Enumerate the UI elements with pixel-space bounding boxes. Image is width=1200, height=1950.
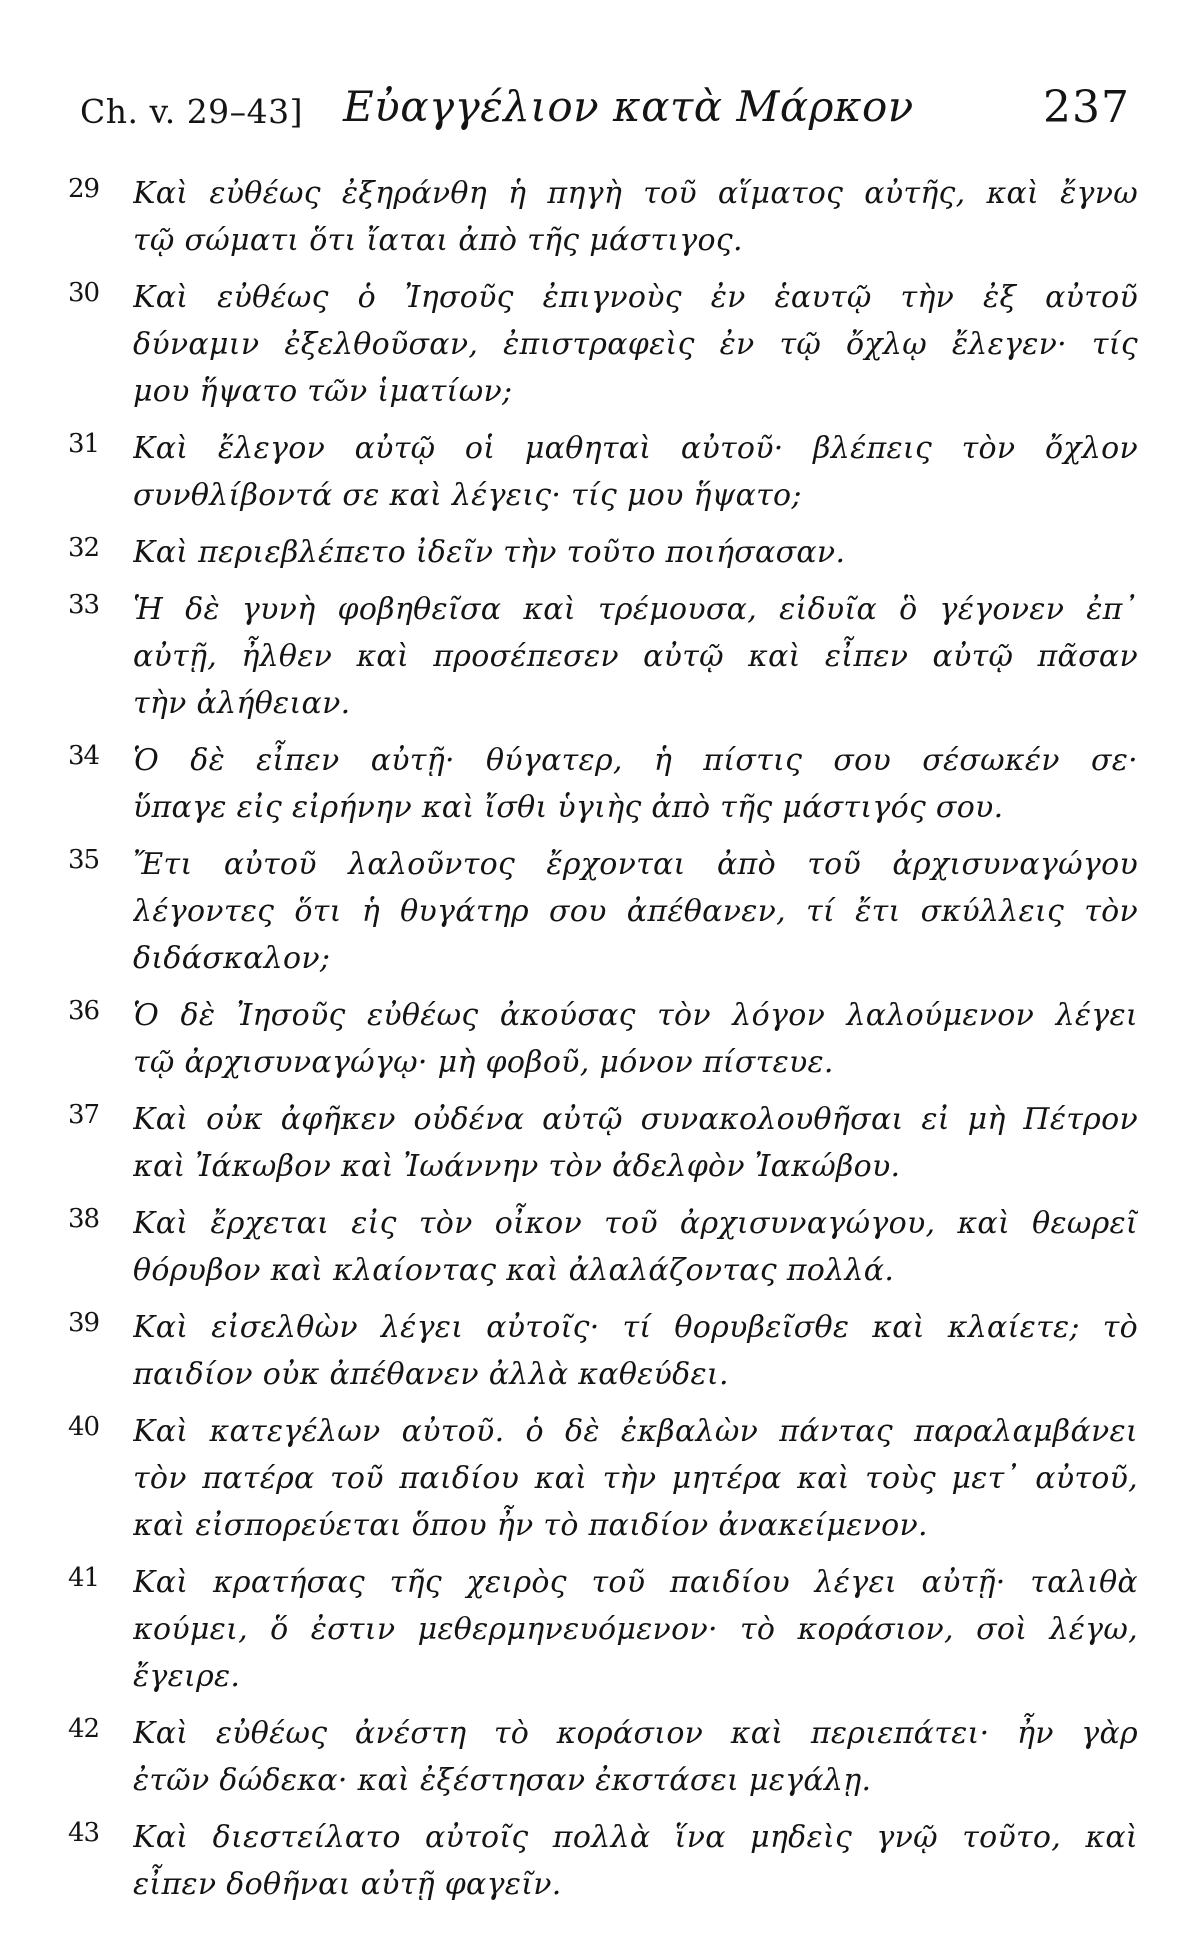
verse xyxy=(68,992,1138,1086)
verse-line: Καὶ εἰσελθὼν λέγει αὐτοῖς· τί θορυβεῖσθε καὶ κλαίετε; τὸ xyxy=(133,1310,1138,1345)
verse-line: ἔγειρε. xyxy=(133,1659,241,1694)
verse xyxy=(68,1408,1138,1549)
verse-line: Καὶ κατεγέλων αὐτοῦ. ὁ δὲ ἐκβαλὼν πάντας παραλαμβάνει xyxy=(133,1414,1138,1449)
verse-line: ὕπαγε εἰς εἰρήνην καὶ ἴσθι ὑγιὴς ἀπὸ τῆς μάστιγός σου. xyxy=(133,790,1004,825)
verse xyxy=(68,170,1138,264)
verse xyxy=(68,1200,1138,1294)
verse-line: λέγοντες ὅτι ἡ θυγάτηρ σου ἀπέθανεν, τί ἔτι σκύλλεις τὸν xyxy=(133,894,1138,929)
verse-line: Ὁ δὲ Ἰησοῦς εὐθέως ἀκούσας τὸν λόγον λαλούμενον λέγει xyxy=(133,998,1138,1033)
verse-line: Ἡ δὲ γυνὴ φοβηθεῖσα καὶ τρέμουσα, εἰδυῖα ὃ γέγονεν ἐπ᾽ xyxy=(133,592,1138,627)
verse-line: δύναμιν ἐξελθοῦσαν, ἐπιστραφεὶς ἐν τῷ ὄχλῳ ἔλεγεν· τίς xyxy=(133,327,1138,362)
verse-number: 32 xyxy=(68,533,100,563)
verse-number: 39 xyxy=(68,1308,100,1338)
verse xyxy=(68,425,1138,519)
verse-number: 43 xyxy=(68,1818,100,1848)
verse xyxy=(68,529,1138,576)
verse-line: τῷ ἀρχισυναγώγῳ· μὴ φοβοῦ, μόνον πίστευε. xyxy=(133,1045,834,1080)
page-title: Εὐαγγέλιον κατὰ Μάρκον xyxy=(343,82,914,131)
verse xyxy=(68,1710,1138,1804)
verse-line: Ὁ δὲ εἶπεν αὐτῇ· θύγατερ, ἡ πίστις σου σέσωκέν σε· xyxy=(133,743,1138,778)
verse-number: 36 xyxy=(68,996,100,1026)
running-head xyxy=(80,78,1130,138)
verse xyxy=(68,1559,1138,1700)
verse-number: 38 xyxy=(68,1204,100,1234)
verse-line: Καὶ εὐθέως ὁ Ἰησοῦς ἐπιγνοὺς ἐν ἑαυτῷ τὴν ἐξ αὐτοῦ xyxy=(133,280,1138,315)
verse-line: Καὶ κρατήσας τῆς χειρὸς τοῦ παιδίου λέγει αὐτῇ· ταλιθὰ xyxy=(133,1565,1138,1600)
verse-line: καὶ Ἰάκωβον καὶ Ἰωάννην τὸν ἀδελφὸν Ἰακώβου. xyxy=(133,1149,901,1184)
verse-line: αὐτῇ, ἦλθεν καὶ προσέπεσεν αὐτῷ καὶ εἶπεν αὐτῷ πᾶσαν xyxy=(133,639,1138,674)
verse-line: Καὶ περιεβλέπετο ἰδεῖν τὴν τοῦτο ποιήσασαν. xyxy=(133,535,846,570)
verse-number: 34 xyxy=(68,741,100,771)
verse-line: ἐτῶν δώδεκα· καὶ ἐξέστησαν ἐκστάσει μεγάλῃ. xyxy=(133,1763,872,1798)
verse-line: τὴν ἀλήθειαν. xyxy=(133,686,351,721)
verse-line: Καὶ διεστείλατο αὐτοῖς πολλὰ ἵνα μηδεὶς γνῷ τοῦτο, καὶ xyxy=(133,1820,1138,1855)
verse xyxy=(68,1304,1138,1398)
verse xyxy=(68,841,1138,982)
verse-number: 35 xyxy=(68,845,100,875)
verse-line: τῷ σώματι ὅτι ἴαται ἀπὸ τῆς μάστιγος. xyxy=(133,223,743,258)
verse-line: μου ἥψατο τῶν ἱματίων; xyxy=(133,374,513,409)
verse-line: συνθλίβοντά σε καὶ λέγεις· τίς μου ἥψατο; xyxy=(133,478,802,513)
verse-line: εἶπεν δοθῆναι αὐτῇ φαγεῖν. xyxy=(133,1867,562,1902)
verse xyxy=(68,737,1138,831)
verse-line: καὶ εἰσπορεύεται ὅπου ἦν τὸ παιδίον ἀνακείμενον. xyxy=(133,1508,928,1543)
verse xyxy=(68,1814,1138,1908)
chapter-verse-reference: Ch. v. 29–43] xyxy=(80,92,304,131)
page-number: 237 xyxy=(1043,82,1130,133)
verse-line: Καὶ οὐκ ἀφῆκεν οὐδένα αὐτῷ συνακολουθῆσαι εἰ μὴ Πέτρον xyxy=(133,1102,1138,1137)
verse-number: 31 xyxy=(68,429,100,459)
verse-number: 40 xyxy=(68,1412,100,1442)
verse-line: διδάσκαλον; xyxy=(133,941,331,976)
verse-number: 41 xyxy=(68,1563,100,1593)
verse-number: 30 xyxy=(68,278,100,308)
verse-text-body xyxy=(68,170,1138,1918)
verse xyxy=(68,274,1138,415)
verse-number: 33 xyxy=(68,590,100,620)
verse-line: τὸν πατέρα τοῦ παιδίου καὶ τὴν μητέρα καὶ τοὺς μετ᾽ αὐτοῦ, xyxy=(133,1461,1138,1496)
verse-line: Καὶ ἔλεγον αὐτῷ οἱ μαθηταὶ αὐτοῦ· βλέπεις τὸν ὄχλον xyxy=(133,431,1138,466)
verse-number: 42 xyxy=(68,1714,100,1744)
verse-line: θόρυβον καὶ κλαίοντας καὶ ἀλαλάζοντας πολλά. xyxy=(133,1253,895,1288)
verse xyxy=(68,1096,1138,1190)
verse-line: κούμει, ὅ ἐστιν μεθερμηνευόμενον· τὸ κοράσιον, σοὶ λέγω, xyxy=(133,1612,1138,1647)
verse-line: Καὶ εὐθέως ἀνέστη τὸ κοράσιον καὶ περιεπάτει· ἦν γὰρ xyxy=(133,1716,1138,1751)
verse-line: Ἔτι αὐτοῦ λαλοῦντος ἔρχονται ἀπὸ τοῦ ἀρχισυναγώγου xyxy=(133,847,1138,882)
verse-line: Καὶ ἔρχεται εἰς τὸν οἶκον τοῦ ἀρχισυναγώγου, καὶ θεωρεῖ xyxy=(133,1206,1138,1241)
verse-number: 29 xyxy=(68,174,100,204)
verse-line: παιδίον οὐκ ἀπέθανεν ἀλλὰ καθεύδει. xyxy=(133,1357,729,1392)
verse xyxy=(68,586,1138,727)
verse-line: Καὶ εὐθέως ἐξηράνθη ἡ πηγὴ τοῦ αἵματος αὐτῆς, καὶ ἔγνω xyxy=(133,176,1138,211)
verse-number: 37 xyxy=(68,1100,100,1130)
